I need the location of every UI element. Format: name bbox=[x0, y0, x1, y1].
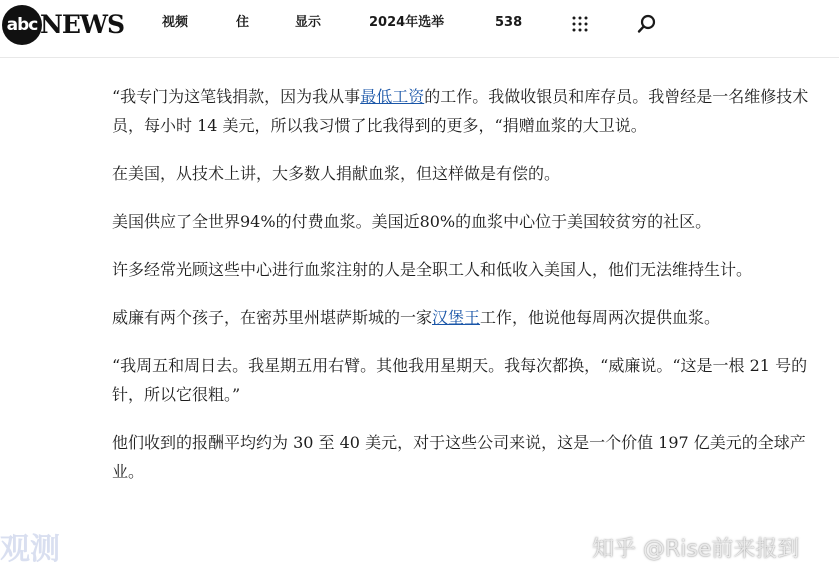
article-inline-link[interactable]: 最低工资 bbox=[360, 87, 425, 106]
nav-item-video[interactable]: 视频 bbox=[162, 15, 189, 30]
article-paragraph bbox=[112, 428, 837, 486]
nav-item-shows[interactable]: 显示 bbox=[295, 15, 322, 30]
article-text: 他们收到的报酬平均约为 30 至 40 美元，对于这些公司来说，这是一个价值 197 亿美元的全球产业。 bbox=[112, 433, 806, 481]
article-body bbox=[112, 82, 837, 486]
zhihu-watermark: 知乎 @Rise前来报到 bbox=[592, 537, 800, 562]
search-icon[interactable] bbox=[637, 14, 657, 34]
article-paragraph bbox=[112, 351, 837, 409]
nav-item-live[interactable]: 住 bbox=[236, 15, 250, 30]
article-text: “我周五和周日去。我星期五用右臂。其他我用星期天。我每次都换，“威廉说。“这是一根 21 号的针，所以它很粗。” bbox=[112, 356, 808, 404]
article-paragraph bbox=[112, 82, 837, 140]
article-text: 威廉有两个孩子，在密苏里州堪萨斯城的一家 bbox=[112, 308, 433, 327]
article-paragraph bbox=[112, 303, 837, 332]
article-text: 工作，他说他每周两次提供血浆。 bbox=[480, 308, 721, 327]
article-paragraph bbox=[112, 207, 837, 236]
nav-item-election-2024[interactable]: 2024年选举 bbox=[369, 15, 445, 30]
article-text: 在美国，从技术上讲，大多数人捐献血浆，但这样做是有偿的。 bbox=[112, 164, 561, 183]
watermark-left: 观测 bbox=[0, 532, 60, 567]
article-text: 许多经常光顾这些中心进行血浆注射的人是全职工人和低收入美国人，他们无法维持生计。 bbox=[112, 260, 753, 279]
article-text: 美国供应了全世界94%的付费血浆。美国近80%的血浆中心位于美国较贫穷的社区。 bbox=[112, 212, 712, 231]
article-paragraph bbox=[112, 255, 837, 284]
news-wordmark: NEWS bbox=[40, 10, 125, 39]
nav-item-538[interactable]: 538 bbox=[495, 15, 523, 30]
article-text: 的工作。我做收银员和库存员。我曾经是一名维修技术员，每小时 14 美元，所以我习惯了比我得到的更多，“捐赠血浆的大卫说。 bbox=[112, 87, 809, 135]
abc-logo-mark: abc bbox=[2, 5, 42, 45]
article-inline-link[interactable]: 汉堡王 bbox=[432, 308, 481, 327]
grid-menu-icon[interactable] bbox=[571, 15, 589, 33]
article-text: “我专门为这笔钱捐款，因为我从事 bbox=[112, 87, 361, 106]
site-header bbox=[0, 0, 839, 58]
article-paragraph bbox=[112, 159, 837, 188]
